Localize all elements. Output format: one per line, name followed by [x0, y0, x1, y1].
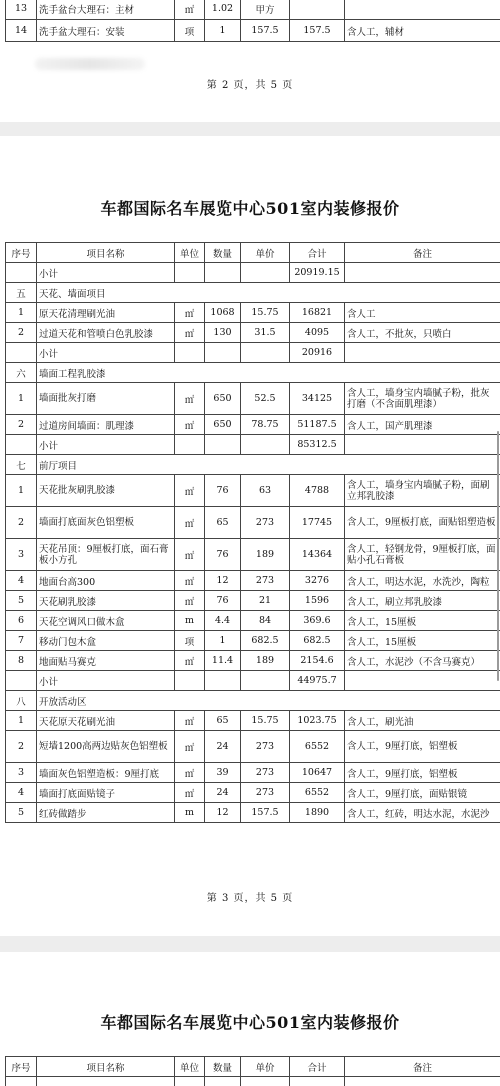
- header-note: 备注: [345, 1057, 500, 1077]
- cell-total: 16821: [290, 303, 345, 323]
- cell-no: [6, 263, 37, 283]
- cell-price: 31.5: [241, 323, 290, 343]
- blurred-text: [35, 58, 145, 70]
- cell-qty: [205, 671, 241, 691]
- cell-qty: 650: [205, 383, 241, 415]
- table-row: [6, 731, 500, 763]
- cell-qty: 1068: [205, 303, 241, 323]
- cell-unit: ㎡: [175, 731, 205, 763]
- cell-note: 含人工，红砖，明达水泥，水泥沙: [345, 803, 500, 823]
- cell-name: 小计: [37, 671, 175, 691]
- cell-name: 地面台高300: [37, 571, 175, 591]
- cell-name: 洗手盆台大理石：主材: [37, 0, 175, 20]
- cell-note: 含人工，墙身宝内墙腻子粉，批灰打磨（不含面肌理漆）: [345, 383, 500, 415]
- cell-total: 1596: [290, 591, 345, 611]
- cell-qty: 24: [205, 731, 241, 763]
- cell-unit: 项: [175, 631, 205, 651]
- cell-qty: 76: [205, 475, 241, 507]
- table-row: [6, 803, 500, 823]
- cell-no: 2: [6, 731, 37, 763]
- cell-total: [290, 0, 345, 20]
- cell-note: 含人工，刷光油: [345, 711, 500, 731]
- cell-total: 51187.5: [290, 415, 345, 435]
- cell-no: 3: [6, 763, 37, 783]
- cell-total: 20916: [290, 343, 345, 363]
- cell-unit: ㎡: [175, 0, 205, 20]
- cell-total: 10647: [290, 763, 345, 783]
- table-row: [6, 303, 500, 323]
- cell-price: 273: [241, 783, 290, 803]
- cell-total: 369.6: [290, 611, 345, 631]
- cell-no: 13: [6, 0, 37, 20]
- cell-unit: m: [175, 803, 205, 823]
- cell-qty: 1: [205, 20, 241, 42]
- table-row: [6, 631, 500, 651]
- cell-no: 八: [6, 691, 37, 711]
- cell-total: 4095: [290, 323, 345, 343]
- table-row: [6, 323, 500, 343]
- cell-note: [345, 343, 500, 363]
- table-row: [6, 783, 500, 803]
- cell-name: 天花吊顶：9厘板打底，面石膏板小方孔: [37, 539, 175, 571]
- document-title: 车都国际名车展览中心501室内装修报价: [100, 1013, 400, 1032]
- cell-note: 含人工，9厘板打底，面贴铝塑造板: [345, 507, 500, 539]
- cell-qty: 1: [205, 631, 241, 651]
- subtotal-row: [6, 435, 500, 455]
- cell-total: 14364: [290, 539, 345, 571]
- header-note: 备注: [345, 243, 500, 263]
- cell-qty: 11.4: [205, 651, 241, 671]
- header-price: 单价: [241, 1057, 290, 1077]
- cell-qty: [205, 435, 241, 455]
- cell-note: 含人工，刷立邦乳胶漆: [345, 591, 500, 611]
- cell-name: 短墙1200高两边贴灰色铝塑板: [37, 731, 175, 763]
- cell-note: 含人工，明达水泥，水洗沙，陶粒: [345, 571, 500, 591]
- cell-no: 7: [6, 631, 37, 651]
- cell-price: [241, 343, 290, 363]
- cell-no: 4: [6, 783, 37, 803]
- header-total: 合计: [290, 243, 345, 263]
- cell-name: 小计: [37, 435, 175, 455]
- cell-name: 移动门包木盒: [37, 631, 175, 651]
- page-footer: 第 3 页，共 5 页: [206, 893, 294, 904]
- cell-unit: ㎡: [175, 711, 205, 731]
- table-row: [6, 571, 500, 591]
- cell-no: 六: [6, 363, 37, 383]
- cell-no: 2: [6, 323, 37, 343]
- cell-qty: 4.4: [205, 611, 241, 631]
- cell-unit: ㎡: [175, 783, 205, 803]
- cell-note: 含人工，墙身宝内墙腻子粉，面刷立邦乳胶漆: [345, 475, 500, 507]
- cell-qty: 650: [205, 415, 241, 435]
- cell-price: [241, 671, 290, 691]
- cell-name: 小计: [37, 263, 175, 283]
- section-row: [6, 363, 500, 383]
- cell-no: 1: [6, 711, 37, 731]
- cell-qty: [205, 343, 241, 363]
- header-name: 项目名称: [37, 243, 175, 263]
- cell-no: 2: [6, 507, 37, 539]
- cell-price: 273: [241, 763, 290, 783]
- cell-total: 17745: [290, 507, 345, 539]
- cell-total: 85312.5: [290, 435, 345, 455]
- table-header-row: [6, 1057, 500, 1077]
- cell-note: [345, 671, 500, 691]
- cell-note: 含人工，9厘打底，铝塑板: [345, 731, 500, 763]
- cell-unit: ㎡: [175, 507, 205, 539]
- cell-no: [6, 435, 37, 455]
- cell-no: 6: [6, 611, 37, 631]
- cell-total: 1890: [290, 803, 345, 823]
- header-unit: 单位: [175, 1057, 205, 1077]
- cell-price: 682.5: [241, 631, 290, 651]
- cell-total: 6552: [290, 731, 345, 763]
- cell-total: 682.5: [290, 631, 345, 651]
- cell-note: 含人工，不批灰，只喷白: [345, 323, 500, 343]
- cell-unit: ㎡: [175, 383, 205, 415]
- cell-name: 天花批灰刷乳胶漆: [37, 475, 175, 507]
- cell-qty: 130: [205, 323, 241, 343]
- section-row: [6, 455, 500, 475]
- cell-note: 含人工，轻钢龙骨，9厘板打底，面贴小孔石膏板: [345, 539, 500, 571]
- cell-note: 含人工，辅材: [345, 20, 500, 42]
- cell-unit: [175, 435, 205, 455]
- scrollbar-thumb[interactable]: [497, 431, 499, 681]
- cell-price: 52.5: [241, 383, 290, 415]
- subtotal-row: [6, 671, 500, 691]
- cell-unit: m: [175, 611, 205, 631]
- cell-note: [345, 435, 500, 455]
- cell-unit: ㎡: [175, 415, 205, 435]
- cell-unit: ㎡: [175, 763, 205, 783]
- cell-name: 红砖做踏步: [37, 803, 175, 823]
- header-qty: 数量: [205, 1057, 241, 1077]
- cell-total: 44975.7: [290, 671, 345, 691]
- cell-total: 4788: [290, 475, 345, 507]
- cell-qty: 39: [205, 763, 241, 783]
- cell-no: 8: [6, 651, 37, 671]
- subtotal-row: [6, 343, 500, 363]
- table-row: [6, 539, 500, 571]
- section-row: [6, 691, 500, 711]
- cell-unit: ㎡: [175, 591, 205, 611]
- table-row: [6, 383, 500, 415]
- cell-unit: [175, 263, 205, 283]
- cell-note: 含人工，15厘板: [345, 631, 500, 651]
- cell-price: 189: [241, 651, 290, 671]
- cell-total: 1023.75: [290, 711, 345, 731]
- table-header-row: [6, 243, 500, 263]
- cell-qty: 12: [205, 571, 241, 591]
- cell-name: 天花、墙面项目: [37, 283, 500, 303]
- cell-note: 含人工，水泥沙（不含马赛克）: [345, 651, 500, 671]
- cell-unit: ㎡: [175, 303, 205, 323]
- cell-total: 157.5: [290, 20, 345, 42]
- cell-name: 前厅项目: [37, 455, 500, 475]
- page-2-sheet: [0, 0, 500, 122]
- cell-total: 20919.15: [290, 263, 345, 283]
- page-3-sheet: [0, 136, 500, 936]
- cell-name: 墙面批灰打磨: [37, 383, 175, 415]
- table-row: [6, 651, 500, 671]
- cell-price: [241, 263, 290, 283]
- cell-qty: 12: [205, 803, 241, 823]
- cell-no: 5: [6, 591, 37, 611]
- header-qty: 数量: [205, 243, 241, 263]
- cell-name: 天花空调风口做木盒: [37, 611, 175, 631]
- cell-no: 4: [6, 571, 37, 591]
- cell-no: [6, 671, 37, 691]
- cell-price: 189: [241, 539, 290, 571]
- cell-name: 天花刷乳胶漆: [37, 591, 175, 611]
- cell-no: 1: [6, 383, 37, 415]
- table-row: [6, 507, 500, 539]
- cell-name: 开放活动区: [37, 691, 500, 711]
- cell-total: 34125: [290, 383, 345, 415]
- cell-name: 墙面工程乳胶漆: [37, 363, 500, 383]
- cell-qty: 65: [205, 711, 241, 731]
- table-row: [6, 763, 500, 783]
- cell-qty: 24: [205, 783, 241, 803]
- table-row: [6, 475, 500, 507]
- cell-note: 含人工，国产肌理漆: [345, 415, 500, 435]
- cell-no: 七: [6, 455, 37, 475]
- cell-name: 过道房间墙面：肌理漆: [37, 415, 175, 435]
- cell-note: 含人工，9厘打底，面贴银镜: [345, 783, 500, 803]
- cell-price: 273: [241, 571, 290, 591]
- section-row: [6, 283, 500, 303]
- cell-unit: ㎡: [175, 651, 205, 671]
- cell-price: 21: [241, 591, 290, 611]
- cell-name: 过道天花和管喷白色乳胶漆: [37, 323, 175, 343]
- table-row: [6, 415, 500, 435]
- cell-name: 墙面打底面贴镜子: [37, 783, 175, 803]
- table-row: [6, 20, 500, 42]
- cell-unit: ㎡: [175, 323, 205, 343]
- cell-no: 14: [6, 20, 37, 42]
- cell-note: 含人工，9厘打底，铝塑板: [345, 763, 500, 783]
- cell-no: 3: [6, 539, 37, 571]
- cell-price: 甲方: [241, 0, 290, 20]
- document-title: 车都国际名车展览中心501室内装修报价: [100, 199, 400, 218]
- quote-table-page-4: [5, 1056, 500, 1086]
- quote-table-page-3: [5, 242, 500, 823]
- cell-qty: 76: [205, 591, 241, 611]
- quote-table-page-2: [5, 0, 500, 42]
- cell-no: 五: [6, 283, 37, 303]
- cell-name: 天花原天花刷光油: [37, 711, 175, 731]
- table-row: [6, 711, 500, 731]
- cell-unit: [175, 343, 205, 363]
- cell-name: 洗手盆大理石：安装: [37, 20, 175, 42]
- cell-qty: 1.02: [205, 0, 241, 20]
- cell-price: 15.75: [241, 711, 290, 731]
- cell-unit: 项: [175, 20, 205, 42]
- cell-total: 3276: [290, 571, 345, 591]
- cell-price: 84: [241, 611, 290, 631]
- cell-name: 墙面灰色铝塑造板：9厘打底: [37, 763, 175, 783]
- cell-unit: ㎡: [175, 475, 205, 507]
- page-footer: 第 2 页，共 5 页: [206, 80, 294, 91]
- cell-no: 1: [6, 303, 37, 323]
- cell-price: 157.5: [241, 803, 290, 823]
- header-no: 序号: [6, 243, 37, 263]
- cell-unit: [175, 671, 205, 691]
- cell-qty: 76: [205, 539, 241, 571]
- cell-name: 小计: [37, 343, 175, 363]
- cell-name: 墙面打底面灰色铝塑板: [37, 507, 175, 539]
- cell-note: 含人工，15厘板: [345, 611, 500, 631]
- cell-name: 地面贴马赛克: [37, 651, 175, 671]
- cell-no: 2: [6, 415, 37, 435]
- cell-no: [6, 343, 37, 363]
- table-row: [6, 1077, 500, 1086]
- header-price: 单价: [241, 243, 290, 263]
- cell-price: 78.75: [241, 415, 290, 435]
- header-name: 项目名称: [37, 1057, 175, 1077]
- table-row: [6, 611, 500, 631]
- table-row: [6, 0, 500, 20]
- cell-total: 2154.6: [290, 651, 345, 671]
- cell-price: 15.75: [241, 303, 290, 323]
- cell-price: 157.5: [241, 20, 290, 42]
- cell-note: 含人工: [345, 303, 500, 323]
- subtotal-row: [6, 263, 500, 283]
- cell-note: [345, 263, 500, 283]
- header-unit: 单位: [175, 243, 205, 263]
- cell-price: 63: [241, 475, 290, 507]
- cell-price: 273: [241, 731, 290, 763]
- cell-no: 5: [6, 803, 37, 823]
- cell-unit: ㎡: [175, 539, 205, 571]
- cell-unit: ㎡: [175, 571, 205, 591]
- cell-qty: [205, 263, 241, 283]
- header-no: 序号: [6, 1057, 37, 1077]
- table-row: [6, 591, 500, 611]
- header-total: 合计: [290, 1057, 345, 1077]
- page-4-sheet: [0, 952, 500, 1086]
- cell-price: 273: [241, 507, 290, 539]
- cell-name: 原天花清理刷光油: [37, 303, 175, 323]
- cell-total: 6552: [290, 783, 345, 803]
- cell-note: [345, 0, 500, 20]
- cell-price: [241, 435, 290, 455]
- cell-no: 1: [6, 475, 37, 507]
- cell-qty: 65: [205, 507, 241, 539]
